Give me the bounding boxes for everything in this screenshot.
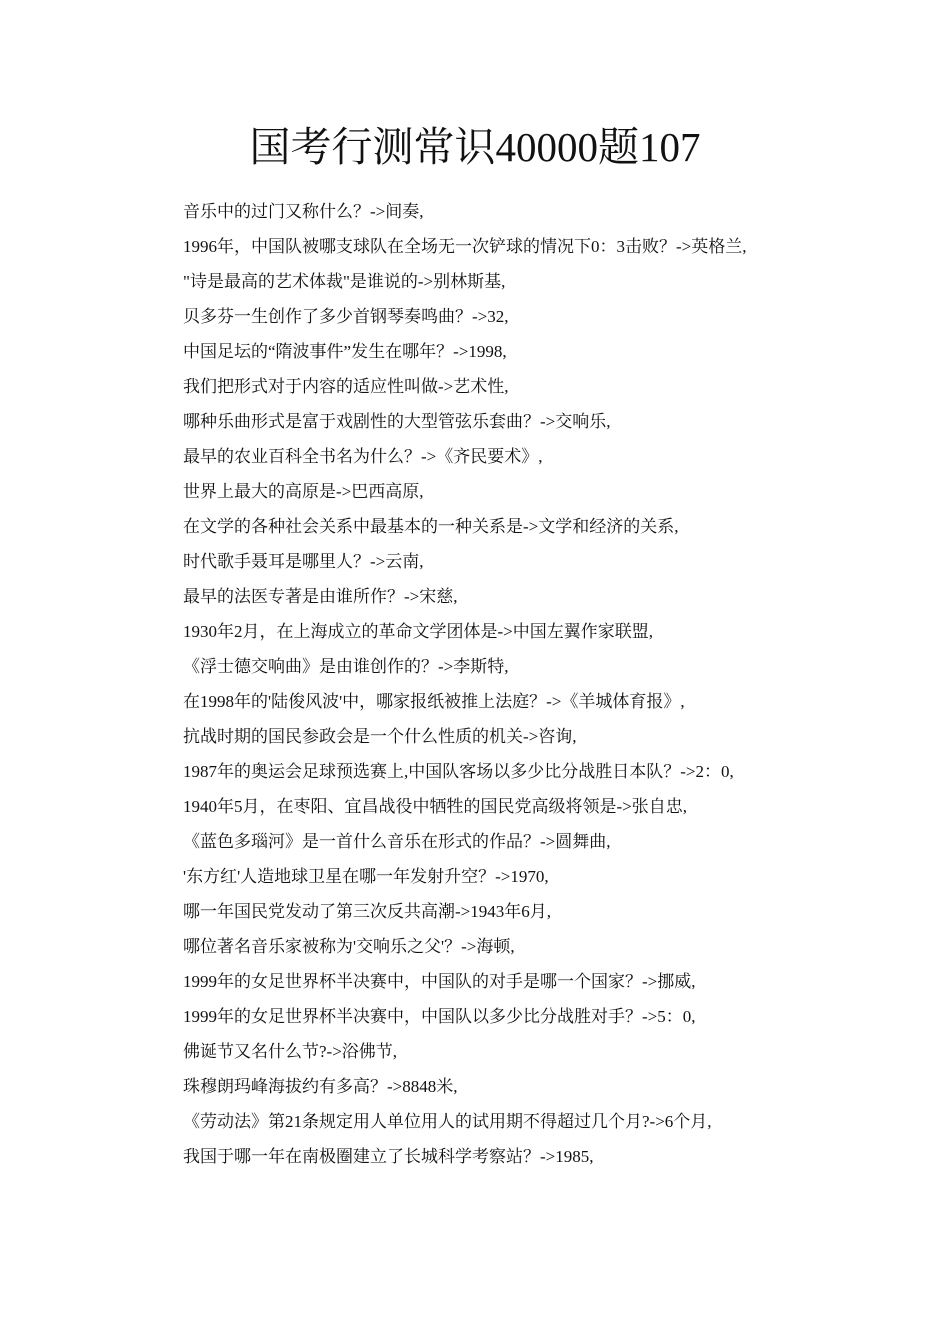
paragraph: 在文学的各种社会关系中最基本的一种关系是->文学和经济的关系, xyxy=(183,517,679,536)
paragraph: 在1998年的'陆俊风波'中，哪家报纸被推上法庭？->《羊城体育报》, xyxy=(183,692,685,711)
paragraph: 1930年2月，在上海成立的革命文学团体是->中国左翼作家联盟, xyxy=(183,622,653,641)
paragraph: 《劳动法》第21条规定用人单位用人的试用期不得超过几个月?->6个月, xyxy=(183,1112,712,1131)
document-title: 国考行测常识40000题107 xyxy=(249,124,701,170)
paragraph: 珠穆朗玛峰海拔约有多高？->8848米, xyxy=(183,1077,458,1096)
paragraph: '东方红'人造地球卫星在哪一年发射升空？->1970, xyxy=(183,867,549,886)
paragraph: 我们把形式对于内容的适应性叫做->艺术性, xyxy=(183,377,509,396)
paragraph: 哪位著名音乐家被称为'交响乐之父'？->海顿, xyxy=(183,937,515,956)
paragraph: 我国于哪一年在南极圈建立了长城科学考察站？->1985, xyxy=(183,1147,594,1166)
paragraph: 抗战时期的国民参政会是一个什么性质的机关->咨询, xyxy=(183,727,577,746)
paragraph: 1996年，中国队被哪支球队在全场无一次铲球的情况下0：3击败？->英格兰, xyxy=(183,237,747,256)
paragraph: 时代歌手聂耳是哪里人？->云南, xyxy=(183,552,424,571)
paragraph: 中国足坛的“隋波事件”发生在哪年？->1998, xyxy=(183,342,507,361)
paragraph: 世界上最大的高原是->巴西高原, xyxy=(183,482,424,501)
paragraph: 最早的农业百科全书名为什么？->《齐民要术》, xyxy=(183,447,543,466)
paragraph: "诗是最高的艺术体裁"是谁说的->别林斯基, xyxy=(183,272,506,291)
paragraph: 1940年5月，在枣阳、宜昌战役中牺牲的国民党高级将领是->张自忠, xyxy=(183,797,687,816)
paragraph: 贝多芬一生创作了多少首钢琴奏鸣曲？->32, xyxy=(183,307,509,326)
paragraph: 1999年的女足世界杯半决赛中，中国队以多少比分战胜对手？->5：0, xyxy=(183,1007,696,1026)
paragraph: 哪一年国民党发动了第三次反共高潮->1943年6月, xyxy=(183,902,551,921)
paragraph: 《蓝色多瑙河》是一首什么音乐在形式的作品？->圆舞曲, xyxy=(183,832,611,851)
paragraph: 最早的法医专著是由谁所作？->宋慈, xyxy=(183,587,458,606)
paragraph: 1999年的女足世界杯半决赛中，中国队的对手是哪一个国家？->挪威, xyxy=(183,972,696,991)
paragraph: 音乐中的过门又称什么？->间奏, xyxy=(183,202,424,221)
paragraph: 1987年的奥运会足球预选赛上,中国队客场以多少比分战胜日本队？->2：0, xyxy=(183,762,734,781)
paragraph: 《浮士德交响曲》是由谁创作的？->李斯特, xyxy=(183,657,509,676)
paragraph: 哪种乐曲形式是富于戏剧性的大型管弦乐套曲？->交响乐, xyxy=(183,412,611,431)
paragraph: 佛诞节又名什么节?->浴佛节, xyxy=(183,1042,398,1061)
document-body xyxy=(143,194,809,1174)
